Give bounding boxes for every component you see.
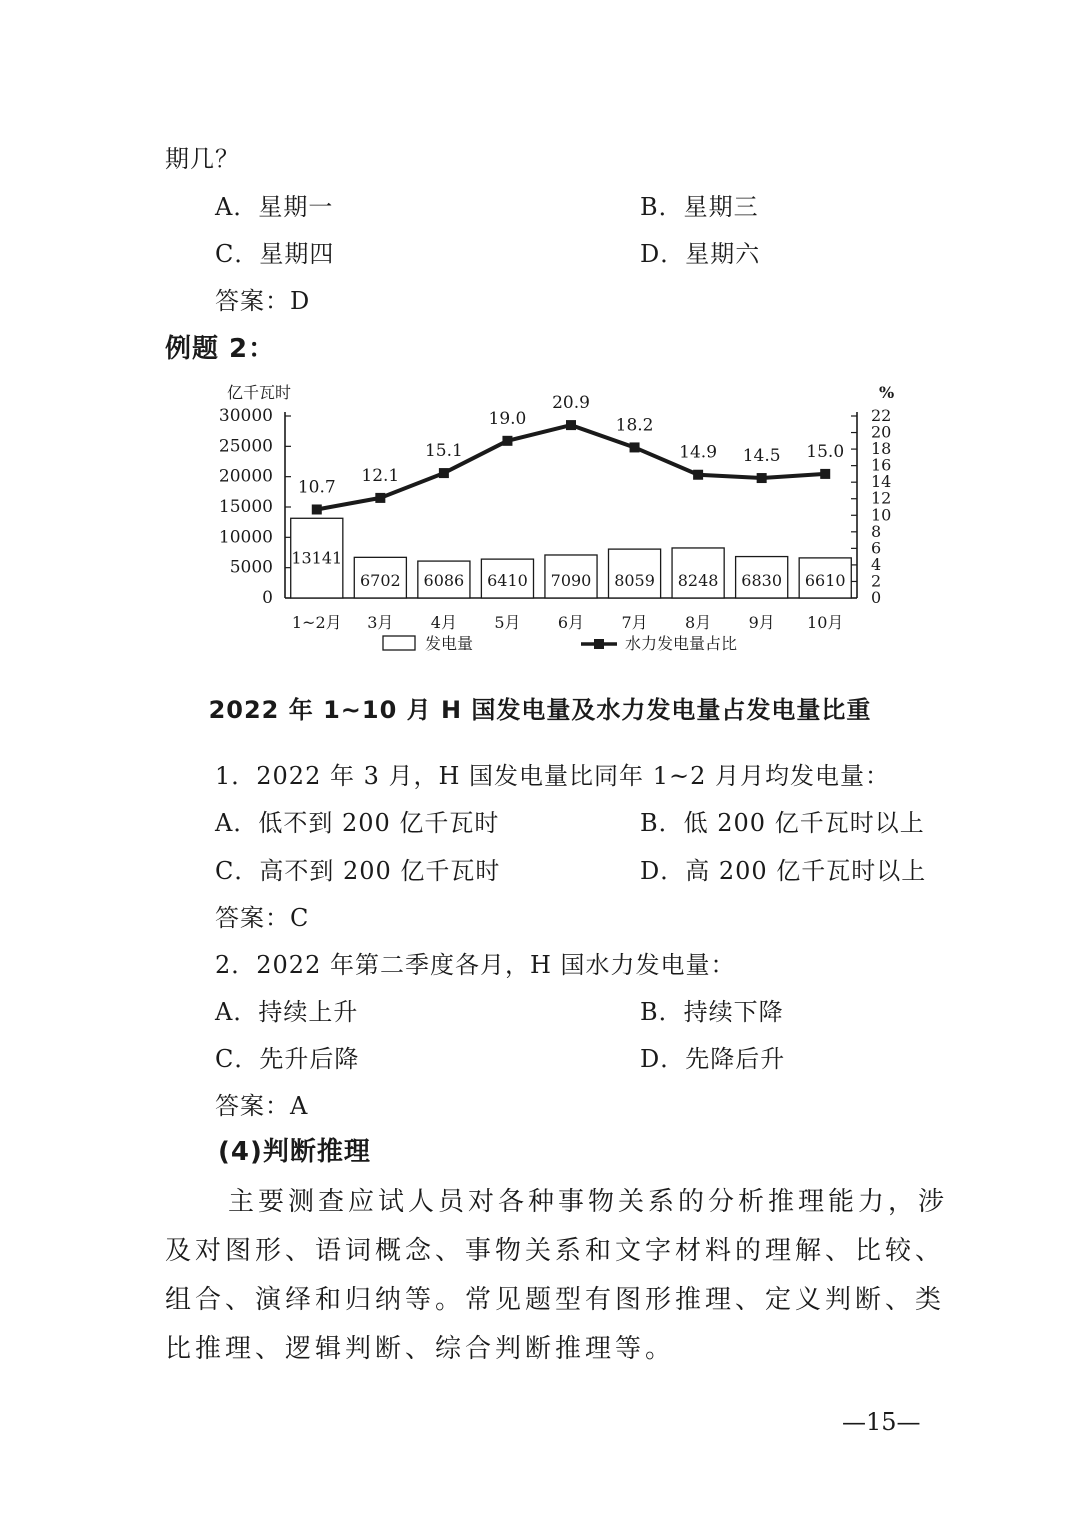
line-point [757,473,767,483]
chart-title: 2022 年 1~10 月 H 国发电量及水力发电量占发电量比重 [208,696,872,724]
line-value-label: 14.5 [742,446,781,467]
x-tick-label: 10月 [807,613,844,632]
answer: 答案：D [215,287,311,315]
bar-value-label: 6830 [741,571,783,590]
bar-value-label: 7090 [550,571,592,590]
power-generation-chart [215,378,895,663]
line-value-label: 12.1 [361,465,400,486]
line-point [439,468,449,478]
paragraph-line-1: 主要测查应试人员对各种事物关系的分析推理能力，涉 [228,1187,949,1217]
line-value-label: 15.1 [424,441,463,462]
bar-value-label: 6610 [804,571,846,590]
y-left-tick-label: 30000 [218,406,273,426]
x-tick-label: 8月 [685,613,712,632]
y-right-tick-label: 14 [871,472,892,492]
x-tick-label: 4月 [430,613,457,632]
bar-value-label: 6410 [487,571,528,590]
y-left-tick-label: 0 [262,588,273,608]
line-value-label: 18.2 [615,415,654,436]
y-left-tick-label: 5000 [229,557,273,578]
legend-bar-swatch [383,636,415,650]
line-point [693,470,703,480]
legend-line-label: 水力发电量占比 [625,634,738,653]
x-tick-label: 6月 [557,613,585,632]
y-right-tick-label: 8 [871,521,882,541]
paragraph-line-4: 比推理、逻辑判断、综合判断推理等。 [165,1334,676,1364]
legend-line-marker [594,639,604,649]
y-left-tick-label: 25000 [218,436,273,457]
q1-option-a: A．低不到 200 亿千瓦时 [215,809,500,837]
legend-bar-label: 发电量 [425,634,474,653]
line-point [375,493,385,503]
y-left-axis-label: 亿千瓦时 [227,383,292,402]
question-1-stem: 1．2022 年 3 月，H 国发电量比同年 1~2 月月均发电量： [215,762,890,790]
line-value-label: 19.0 [488,408,527,429]
section-heading: (4)判断推理 [218,1137,371,1167]
bar-value-label: 8059 [614,571,655,590]
line-point [502,436,512,446]
q2-answer: 答案：A [215,1092,309,1120]
x-tick-label: 7月 [621,613,648,632]
y-right-tick-label: 4 [871,554,882,574]
y-right-tick-label: 16 [871,455,892,475]
question-2-stem: 2．2022 年第二季度各月，H 国水力发电量： [215,951,736,979]
paragraph-line-2: 及对图形、语词概念、事物关系和文字材料的理解、比较、 [165,1236,946,1266]
line-point [312,504,322,514]
y-right-tick-label: 2 [871,571,882,591]
y-left-tick-label: 15000 [218,497,273,517]
x-tick-label: 3月 [367,613,394,632]
question-stem-tail: 期几？ [165,145,240,173]
y-right-tick-label: 0 [871,588,882,607]
bar-value-label: 6702 [359,571,401,590]
q2-option-b: B．持续下降 [640,998,784,1026]
line-point [820,469,830,479]
bar-value-label: 8248 [677,571,719,590]
line-value-label: 20.9 [552,393,590,414]
page-number: —15— [842,1408,921,1436]
q2-option-d: D．先降后升 [640,1045,786,1073]
q2-option-c: C．先升后降 [215,1045,360,1073]
y-right-axis-label: % [879,383,895,402]
bar-value-label: 6086 [423,571,465,590]
line-point [630,442,640,452]
option-c: C．星期四 [215,240,335,268]
q1-option-d: D．高 200 亿千瓦时以上 [640,857,927,885]
q1-option-c: C．高不到 200 亿千瓦时 [215,857,501,885]
y-left-tick-label: 20000 [218,466,273,487]
x-tick-label: 5月 [494,613,521,632]
y-right-tick-label: 22 [871,406,892,425]
line-value-label: 15.0 [806,441,845,462]
line-value-label: 14.9 [679,442,718,463]
x-tick-label: 1~2月 [291,613,342,632]
y-right-tick-label: 12 [871,488,892,508]
y-right-tick-label: 20 [871,422,892,442]
y-right-tick-label: 10 [871,505,892,525]
line-point [566,420,576,430]
y-left-tick-label: 10000 [218,527,273,548]
x-tick-label: 9月 [748,613,775,632]
option-a: A．星期一 [215,193,334,221]
line-value-label: 10.7 [297,477,336,498]
option-d: D．星期六 [640,240,761,268]
option-b: B．星期三 [640,193,759,221]
bar-value-label: 13141 [291,548,343,568]
q1-answer: 答案：C [215,904,310,932]
y-right-tick-label: 6 [871,538,882,558]
q1-option-b: B．低 200 亿千瓦时以上 [640,809,925,837]
paragraph-line-3: 组合、演绎和归纳等。常见题型有图形推理、定义判断、类 [165,1285,946,1315]
y-right-tick-label: 18 [871,439,892,459]
example-heading: 例题 2： [165,334,276,364]
q2-option-a: A．持续上升 [215,998,359,1026]
